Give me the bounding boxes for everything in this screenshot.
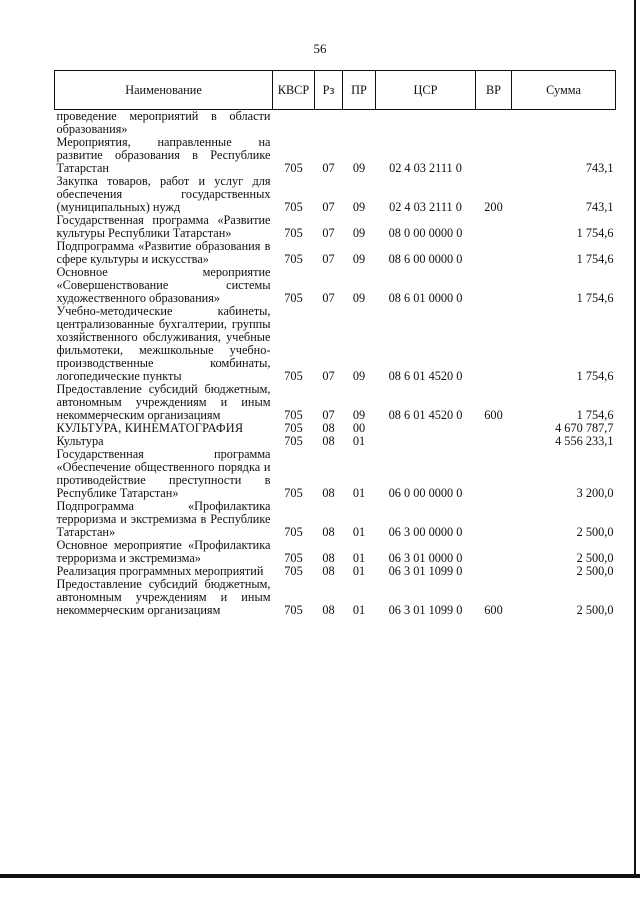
cell-csr: [376, 435, 476, 448]
table-row: [55, 539, 616, 565]
header-sum: Сумма: [512, 71, 616, 110]
cell-csr: 06 0 00 0000 0: [388, 486, 463, 500]
cell-csr: 02 4 03 2111 0: [389, 161, 462, 175]
cell-pr: 09: [352, 291, 366, 305]
cell-sum: 743,1: [585, 161, 614, 175]
cell-kvsr: 705: [284, 226, 303, 240]
table-row: [55, 500, 616, 539]
cell-vr: [476, 500, 512, 539]
cell-kvsr: [273, 110, 315, 137]
cell-sum: 1 754,6: [576, 408, 614, 422]
table-row: [55, 214, 616, 240]
cell-vr: [476, 435, 512, 448]
cell-vr: [476, 448, 512, 500]
cell-vr: [476, 266, 512, 305]
cell-kvsr: 705: [284, 408, 303, 422]
cell-sum: 3 200,0: [576, 486, 614, 500]
table-row: [55, 240, 616, 266]
cell-csr: 08 6 01 4520 0: [388, 369, 463, 383]
cell-rz: 08: [322, 525, 335, 539]
cell-sum: 1 754,6: [576, 226, 614, 240]
table-row: [55, 578, 616, 617]
budget-table: [54, 70, 616, 617]
cell-kvsr: 705: [284, 525, 303, 539]
cell-csr: 06 3 01 1099 0: [388, 603, 463, 617]
cell-kvsr: 705: [284, 252, 303, 266]
cell-vr: 200: [484, 200, 503, 214]
cell-sum: 2 500,0: [576, 525, 614, 539]
cell-kvsr: 705: [284, 486, 303, 500]
table-row: [55, 383, 616, 422]
cell-csr: 06 3 01 1099 0: [388, 564, 463, 578]
cell-rz: 08: [322, 421, 335, 435]
cell-rz: 08: [322, 564, 335, 578]
cell-vr: [476, 422, 512, 435]
cell-sum: [512, 110, 616, 137]
header-pr: ПР: [343, 71, 376, 110]
cell-name: Предоставление субсидий бюджетным, автономным учреждениям и иным некоммерческим организациям: [56, 577, 271, 617]
cell-rz: 07: [322, 252, 335, 266]
table-row: [55, 175, 616, 214]
cell-sum: 2 500,0: [576, 551, 614, 565]
cell-csr: 06 3 00 0000 0: [388, 525, 463, 539]
cell-csr: 08 6 00 0000 0: [388, 252, 463, 266]
cell-pr: 01: [352, 486, 366, 500]
cell-csr: 08 0 00 0000 0: [388, 226, 463, 240]
cell-vr: [476, 110, 512, 137]
cell-sum: 4 670 787,7: [555, 421, 614, 435]
cell-pr: 09: [352, 200, 366, 214]
cell-name: Государственная программа «Обеспечение общественного порядка и противодействие преступности в Республике Татарстан»: [56, 447, 271, 500]
cell-csr: 08 6 01 4520 0: [388, 408, 463, 422]
cell-kvsr: 705: [284, 564, 303, 578]
table-row: [55, 110, 616, 137]
table-header-row: [55, 71, 616, 110]
cell-sum: 2 500,0: [576, 564, 614, 578]
cell-vr: [476, 539, 512, 565]
cell-sum: 743,1: [585, 200, 614, 214]
cell-csr: [376, 422, 476, 435]
cell-csr: [376, 110, 476, 137]
cell-rz: 07: [322, 161, 335, 175]
cell-vr: [476, 136, 512, 175]
cell-rz: 07: [322, 369, 335, 383]
cell-kvsr: 705: [284, 551, 303, 565]
header-kvsr: КВСР: [273, 71, 315, 110]
cell-rz: 08: [322, 486, 335, 500]
cell-name: проведение мероприятий в области образования»: [56, 109, 271, 136]
cell-rz: 07: [322, 291, 335, 305]
cell-name: КУЛЬТУРА, КИНЕМАТОГРАФИЯ: [56, 421, 244, 435]
cell-rz: 08: [322, 603, 335, 617]
header-name: Наименование: [55, 71, 273, 110]
cell-name: Реализация программных мероприятий: [56, 564, 264, 578]
page-edge-bottom: [0, 874, 640, 878]
cell-name: Основное мероприятие «Совершенствование системы художественного образования»: [56, 265, 271, 305]
cell-pr: [343, 110, 376, 137]
cell-vr: 600: [484, 603, 503, 617]
cell-csr: 06 3 01 0000 0: [388, 551, 463, 565]
header-csr: ЦСР: [376, 71, 476, 110]
header-vr: ВР: [476, 71, 512, 110]
cell-pr: 09: [352, 369, 366, 383]
table-row: [55, 305, 616, 383]
cell-name: Предоставление субсидий бюджетным, автономным учреждениям и иным некоммерческим организациям: [56, 382, 271, 422]
cell-vr: [476, 565, 512, 578]
table-row: [55, 266, 616, 305]
header-rz: Рз: [315, 71, 343, 110]
table-row: [55, 448, 616, 500]
cell-name: Учебно-методические кабинеты, централизованные бухгалтерии, группы хозяйственного обслуживания, учебные фильмотеки, межшкольные учебно-производственные комбинаты, логопедические пункты: [56, 304, 271, 383]
cell-rz: 07: [322, 408, 335, 422]
cell-name: Подпрограмма «Развитие образования в сфере культуры и искусства»: [56, 239, 271, 266]
cell-kvsr: 705: [284, 434, 303, 448]
cell-pr: 01: [352, 603, 366, 617]
cell-vr: [476, 214, 512, 240]
cell-vr: [476, 305, 512, 383]
cell-pr: 09: [352, 226, 366, 240]
cell-rz: 07: [322, 200, 335, 214]
cell-pr: 09: [352, 252, 366, 266]
cell-pr: 01: [352, 564, 366, 578]
cell-pr: 09: [352, 408, 366, 422]
cell-kvsr: 705: [284, 291, 303, 305]
cell-rz: [315, 110, 343, 137]
cell-kvsr: 705: [284, 369, 303, 383]
cell-kvsr: 705: [284, 161, 303, 175]
cell-vr: 600: [484, 408, 503, 422]
cell-sum: 4 556 233,1: [555, 434, 614, 448]
cell-kvsr: 705: [284, 603, 303, 617]
cell-rz: 07: [322, 226, 335, 240]
cell-name: Мероприятия, направленные на развитие образования в Республике Татарстан: [56, 135, 271, 175]
table-row: [55, 136, 616, 175]
page-edge-right: [634, 0, 636, 878]
cell-pr: 01: [352, 434, 366, 448]
cell-rz: 08: [322, 434, 335, 448]
cell-sum: 1 754,6: [576, 291, 614, 305]
cell-rz: 08: [322, 551, 335, 565]
cell-pr: 01: [352, 551, 366, 565]
cell-csr: 08 6 01 0000 0: [388, 291, 463, 305]
cell-vr: [476, 240, 512, 266]
cell-name: Закупка товаров, работ и услуг для обеспечения государственных (муниципальных) нужд: [56, 174, 271, 214]
cell-name: Подпрограмма «Профилактика терроризма и экстремизма в Республике Татарстан»: [56, 499, 271, 539]
table-row: [55, 422, 616, 435]
cell-sum: 1 754,6: [576, 369, 614, 383]
cell-pr: 00: [352, 421, 366, 435]
table-body: [55, 110, 616, 618]
cell-name: Основное мероприятие «Профилактика терроризма и экстремизма»: [56, 538, 271, 565]
page-number: 56: [313, 41, 327, 56]
cell-sum: 1 754,6: [576, 252, 614, 266]
cell-pr: 01: [352, 525, 366, 539]
cell-kvsr: 705: [284, 200, 303, 214]
cell-name: Государственная программа «Развитие культуры Республики Татарстан»: [56, 213, 271, 240]
cell-sum: 2 500,0: [576, 603, 614, 617]
cell-pr: 09: [352, 161, 366, 175]
cell-name: Культура: [56, 434, 104, 448]
cell-csr: 02 4 03 2111 0: [389, 200, 462, 214]
cell-kvsr: 705: [284, 421, 303, 435]
